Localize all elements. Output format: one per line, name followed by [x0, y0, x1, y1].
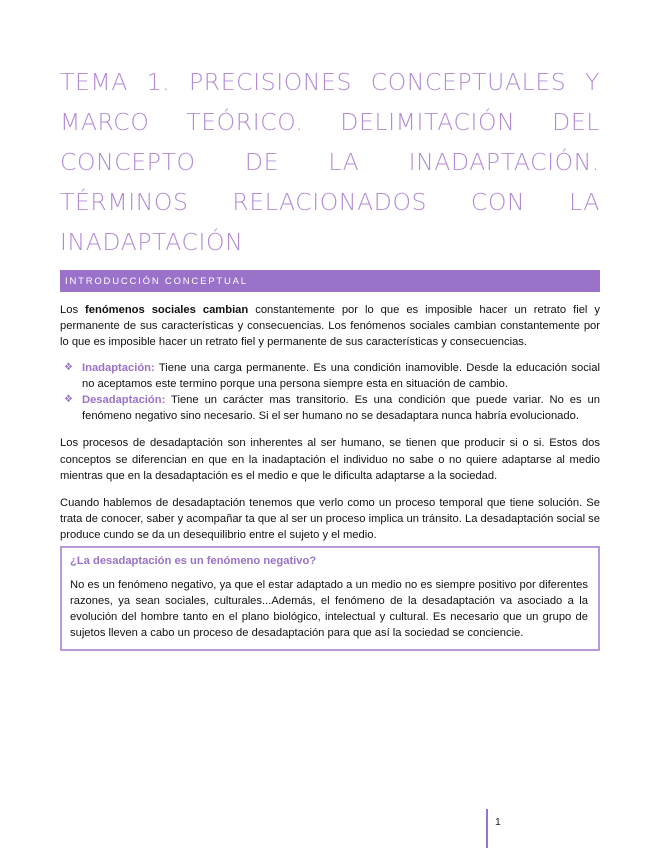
definition-text: Tiene un carácter mas transitorio. Es una condición que puede variar. No es un fenómeno negativo sino necesario. Si el ser humano no se desadaptara nunca habría evolucionado.: [82, 394, 600, 423]
section-heading: INTRODUCCIÓN CONCEPTUAL: [65, 276, 248, 287]
question-box-text: No es un fenómeno negativo, ya que el estar adaptado a un medio no es siempre positivo por diferentes razones, ya sean sociales, culturales...Además, el fenómeno de la desadaptación va asociado a la evolución del hombre tanto en el plano biológico, intelectual y cultural. Es necesario que un grupo de sujetos lleven a cabo un proceso de desadaptación para que así la sociedad se conciencie.: [70, 578, 588, 640]
body-paragraph: Los procesos de desadaptación son inherentes al ser humano, se tienen que producir si o si. Estos dos conceptos se diferencian en que en la inadaptación el individuo no sabe o no quiere adaptarse al medio mientras que en la desadaptación es el medio e que le dificulta adaptarse a la sociedad.: [60, 437, 600, 482]
definition-item-inadaptacion: [64, 360, 600, 392]
document-title: TEMA 1. PRECISIONES CONCEPTUALES Y MARCO TEÓRICO. DELIMITACIÓN DEL CONCEPTO DE LA INADAPTACIÓN. TÉRMINOS RELACIONADOS CON LA INADAPTACIÓN: [60, 68, 600, 256]
page-number: 1: [486, 809, 501, 848]
diamond-bullet-icon: ❖: [64, 394, 73, 406]
intro-bold-text: fenómenos sociales cambian: [85, 304, 249, 316]
question-box: [60, 546, 600, 652]
intro-rest: constantemente por lo que es imposible hacer un retrato fiel y permanente de sus características y consecuencias. Los fenómenos sociales cambian constantemente por lo que es imposible hacer un retrato fiel y permanente de sus características y consecuencias.: [60, 304, 600, 349]
question-box-title: ¿La desadaptación es un fenómeno negativo?: [70, 554, 317, 567]
definition-text: Tiene una carga permanente. Es una condición inamovible. Desde la educación social no aceptamos este termino porque una persona siempre esta en situación de cambio.: [82, 361, 600, 390]
definition-term: Desadaptación:: [82, 394, 166, 407]
intro-paragraph: [60, 302, 600, 351]
intro-prefix: Los: [60, 304, 86, 316]
definition-list: [60, 360, 600, 425]
definition-item-desadaptacion: [64, 392, 600, 424]
section-heading-bar: [60, 270, 600, 292]
body-paragraph: Cuando hablemos de desadaptación tenemos que verlo como un proceso temporal que tiene solución. Se trata de conocer, saber y acompañar ta que al ser un proceso implica un tránsito. La desadaptación social se produce cundo se da un desequilibrio entre el sujeto y el medio.: [60, 497, 600, 542]
diamond-bullet-icon: ❖: [64, 361, 73, 373]
definition-term: Inadaptación:: [82, 361, 155, 374]
document-page: [60, 0, 600, 651]
